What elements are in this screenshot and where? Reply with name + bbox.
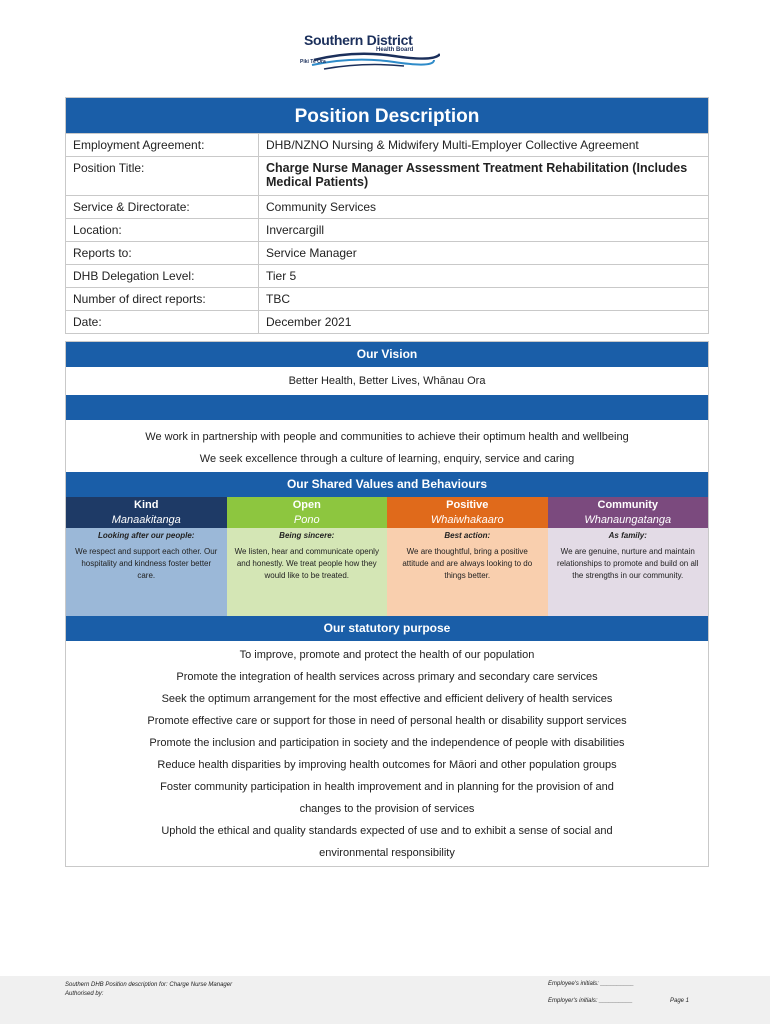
value-description: We are thoughtful, bring a positive attitude and are always looking to do things better. (402, 547, 533, 580)
value-header (66, 497, 227, 528)
value-positive (387, 497, 548, 616)
value-subtitle: Best action: (444, 531, 491, 540)
purpose-line: Reduce health disparities by improving health outcomes for Māori and other population groups (157, 759, 617, 771)
row-value: December 2021 (259, 311, 709, 334)
row-label: DHB Delegation Level: (66, 265, 259, 288)
value-name: Positive (446, 499, 489, 511)
row-value: TBC (259, 288, 709, 311)
employee-initials: Employee's initials: __________ (548, 981, 634, 987)
footer-left (65, 981, 232, 999)
position-description-table (65, 97, 709, 334)
footer-authorised: Authorised by: (65, 991, 104, 997)
vision-values-section (65, 341, 709, 867)
purpose-line: Uphold the ethical and quality standards expected of use and to exhibit a sense of social and (161, 825, 613, 837)
purpose-list (66, 641, 708, 866)
row-value: Service Manager (259, 242, 709, 265)
row-value: DHB/NZNO Nursing & Midwifery Multi-Employer Collective Agreement (259, 134, 709, 157)
value-header (227, 497, 388, 528)
value-open (227, 497, 388, 616)
value-body (227, 528, 388, 616)
value-description: We listen, hear and communicate openly and honestly. We treat people how they would like to be treated. (234, 547, 379, 580)
value-maori: Pono (293, 514, 320, 526)
purpose-line: To improve, promote and protect the health of our population (239, 649, 535, 661)
row-label: Date: (66, 311, 259, 334)
purpose-line: Promote the inclusion and participation in society and the independence of people with disabilities (149, 737, 625, 749)
mission-text (66, 420, 708, 472)
vision-text: Better Health, Better Lives, Whānau Ora (288, 375, 486, 387)
southern-dhb-logo (294, 30, 444, 72)
mission-band (66, 395, 708, 420)
value-community (548, 497, 709, 616)
page-title: Position Description (66, 98, 708, 133)
page-number: Page 1 (670, 998, 690, 1004)
logo-line1: Southern District (304, 32, 413, 48)
purpose-line: Foster community participation in health improvement and in planning for the provision of and (160, 781, 614, 793)
logo-tagline: Piki Te Ora (300, 59, 326, 65)
row-value: Invercargill (259, 219, 709, 242)
mission-line: We seek excellence through a culture of learning, enquiry, service and caring (199, 453, 575, 465)
value-body (548, 528, 709, 616)
position-title-value: Charge Nurse Manager Assessment Treatment Rehabilitation (Includes Medical Patients) (259, 157, 709, 196)
purpose-line: environmental responsibility (319, 847, 455, 859)
position-details (66, 133, 708, 333)
value-description: We are genuine, nurture and maintain relationships to promote and build on all the strengths in our community. (557, 547, 699, 580)
row-label: Position Title: (66, 157, 259, 196)
values-heading: Our Shared Values and Behaviours (66, 472, 708, 497)
value-name: Kind (134, 499, 159, 511)
value-body (66, 528, 227, 616)
value-header (387, 497, 548, 528)
page-footer (0, 976, 770, 1024)
value-name: Community (597, 499, 658, 511)
value-subtitle: Being sincere: (279, 531, 335, 540)
value-subtitle: As family: (608, 531, 647, 540)
purpose-heading: Our statutory purpose (66, 616, 708, 641)
value-name: Open (292, 499, 321, 511)
row-label: Number of direct reports: (66, 288, 259, 311)
table-row (66, 242, 708, 265)
table-row (66, 134, 708, 157)
row-label: Location: (66, 219, 259, 242)
value-kind (66, 497, 227, 616)
value-body (387, 528, 548, 616)
purpose-line: Seek the optimum arrangement for the most effective and efficient delivery of health services (161, 693, 613, 705)
row-label: Service & Directorate: (66, 196, 259, 219)
table-row (66, 219, 708, 242)
row-value: Tier 5 (259, 265, 709, 288)
row-label: Reports to: (66, 242, 259, 265)
vision-heading: Our Vision (66, 342, 708, 367)
table-row (66, 265, 708, 288)
values-grid (66, 497, 708, 616)
row-label: Employment Agreement: (66, 134, 259, 157)
value-maori: Whaiwhakaaro (430, 514, 504, 526)
table-row (66, 157, 708, 196)
employer-initials: Employer's initials: __________ (548, 998, 633, 1004)
value-header (548, 497, 709, 528)
purpose-line: changes to the provision of services (299, 803, 475, 815)
purpose-line: Promote effective care or support for those in need of personal health or disability support services (147, 715, 627, 727)
table-row (66, 288, 708, 311)
purpose-line: Promote the integration of health services across primary and secondary care services (176, 671, 598, 683)
table-row (66, 311, 708, 334)
value-description: We respect and support each other. Our hospitality and kindness foster better care. (75, 547, 218, 580)
row-value: Community Services (259, 196, 709, 219)
mission-line: We work in partnership with people and communities to achieve their optimum health and wellbeing (145, 431, 629, 443)
value-maori: Manaakitanga (111, 514, 181, 526)
value-maori: Whanaungatanga (584, 514, 672, 526)
footer-position: Southern DHB Position description for: Charge Nurse Manager (65, 982, 233, 988)
logo-line2: Health Board (376, 47, 414, 53)
table-row (66, 196, 708, 219)
value-subtitle: Looking after our people: (98, 531, 195, 540)
